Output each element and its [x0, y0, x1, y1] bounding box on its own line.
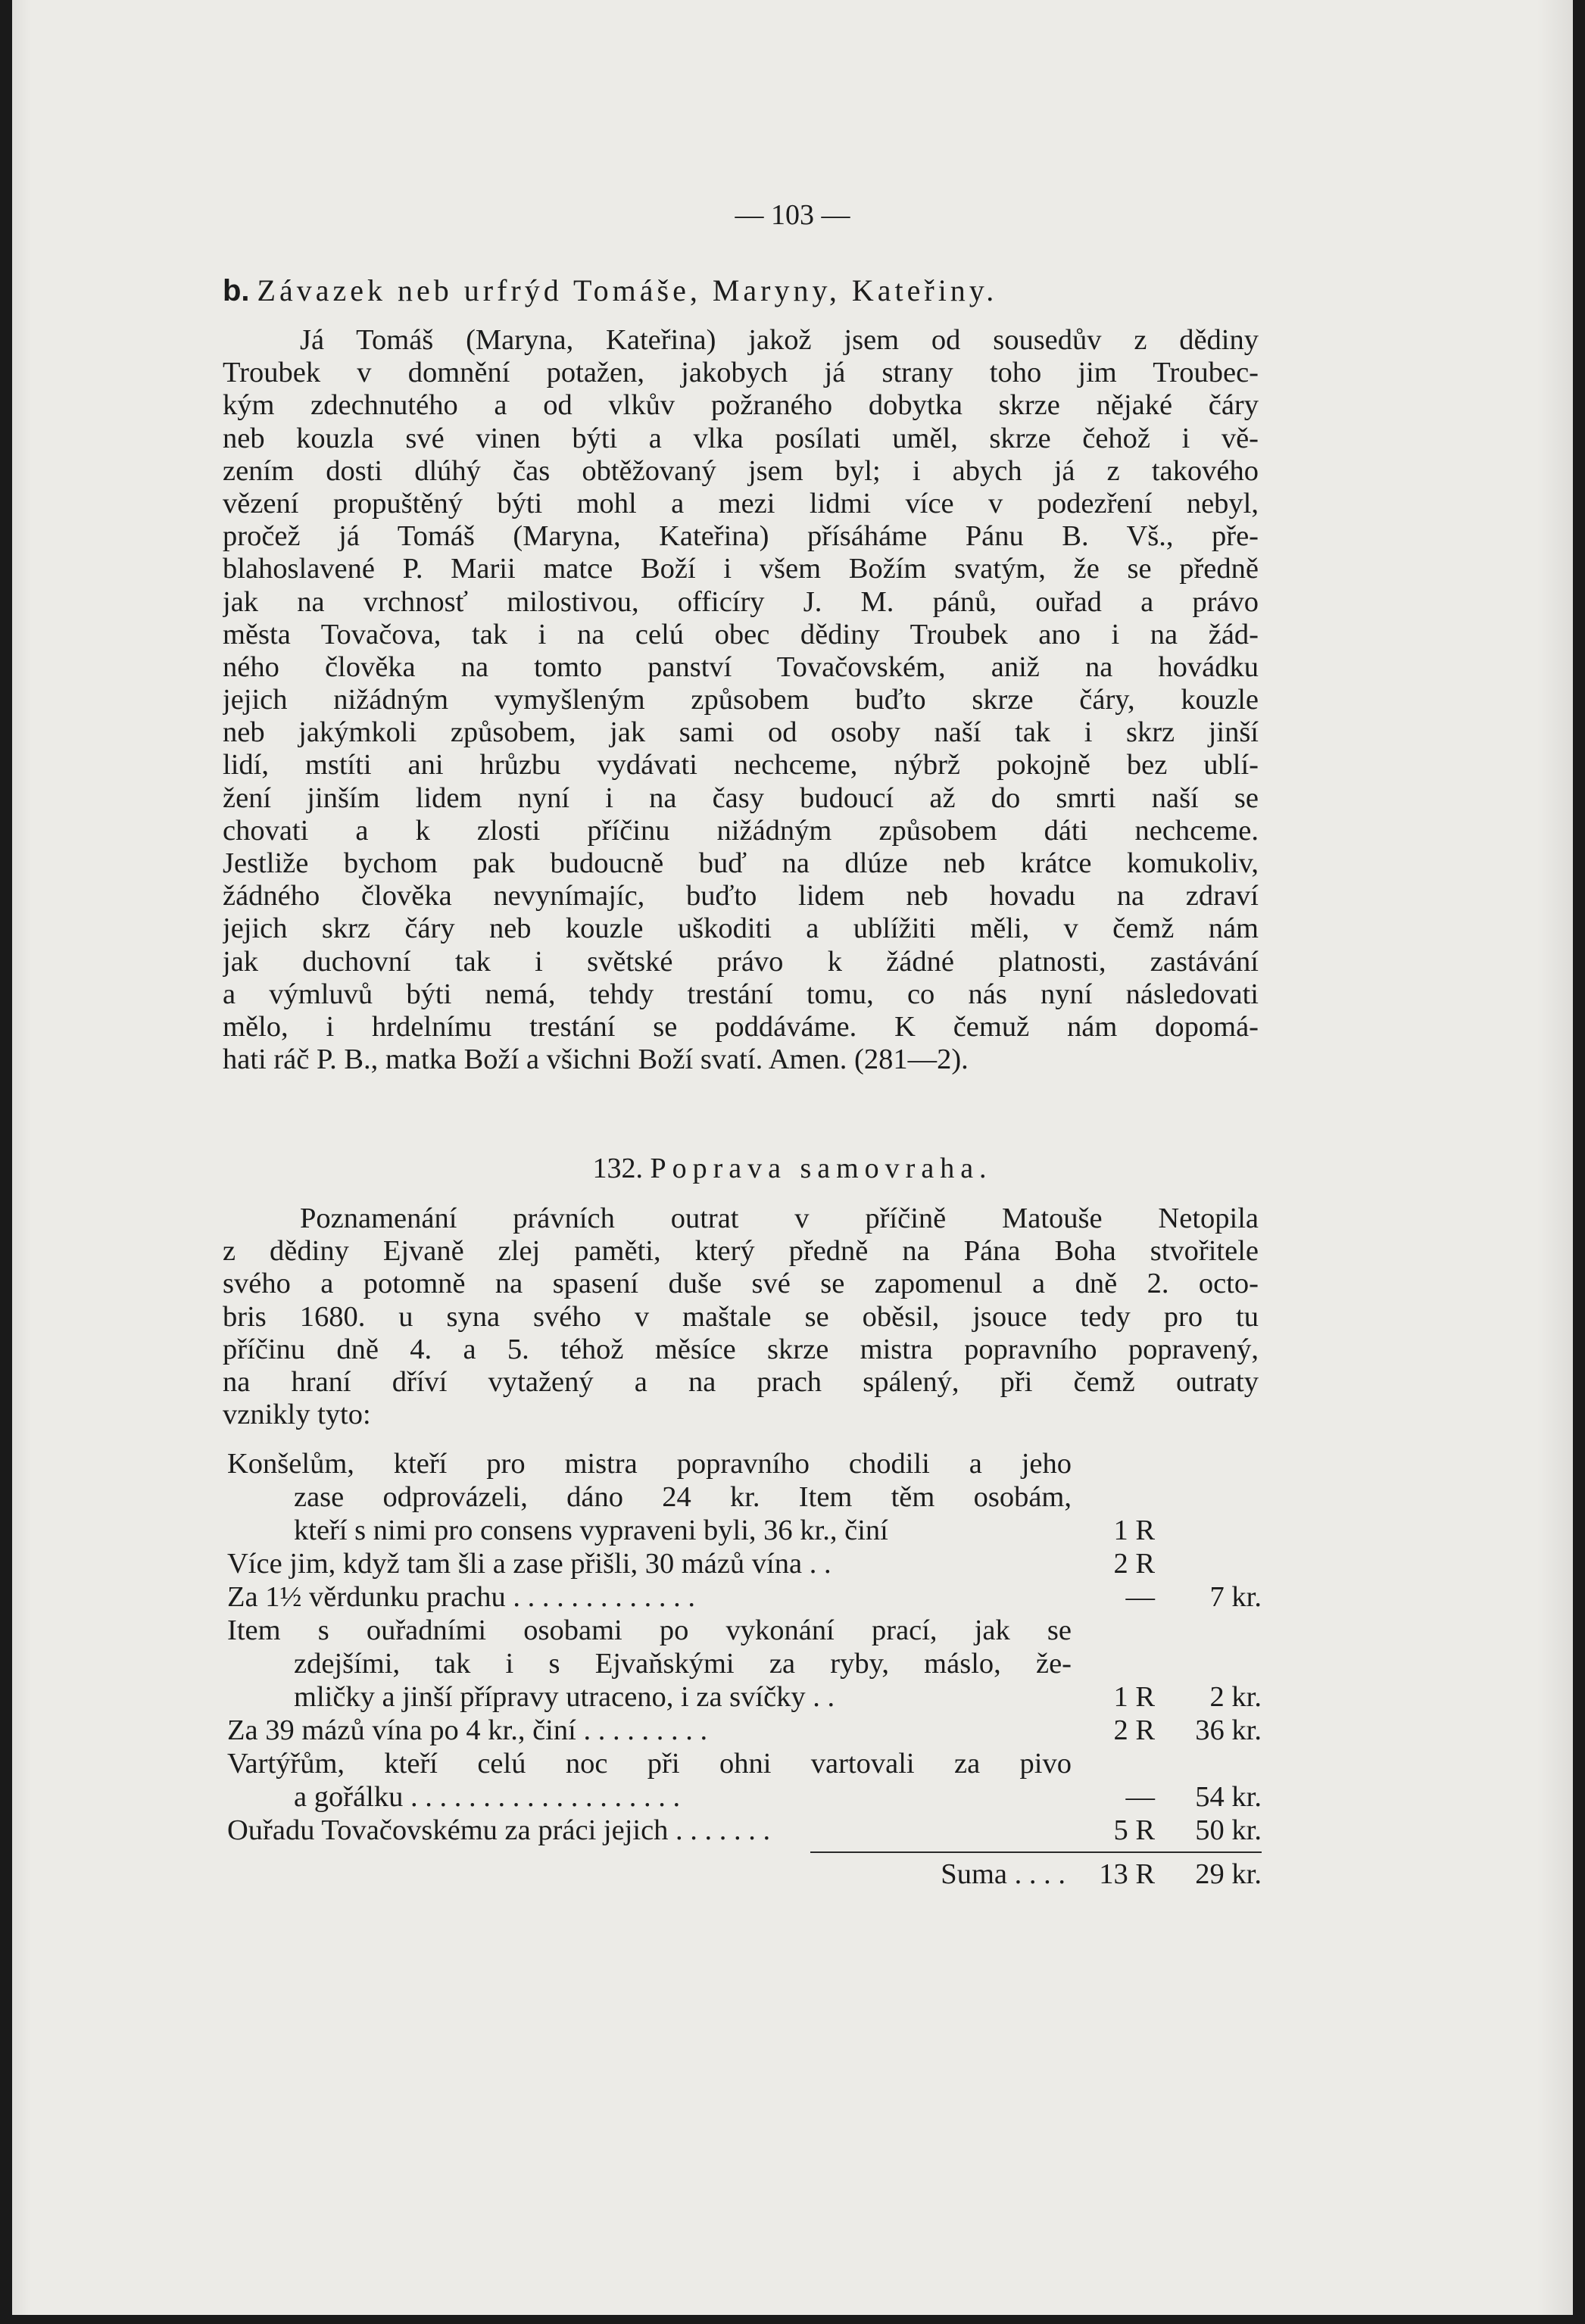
amount-kr [1155, 1547, 1262, 1580]
expense-description-line: a gořálku . . . . . . . . . . . . . . . . . . . [294, 1781, 681, 1813]
b-line: a výmluvů býti nemá, tehdy trestání tomu, co nás nyní následovati [223, 978, 1259, 1010]
total-row [227, 1858, 1262, 1891]
amount-rynsky: 1 R [1113, 1681, 1155, 1713]
expense-row [227, 1447, 1262, 1547]
expense-row [227, 1814, 1262, 1847]
expense-description-line: Konšelům, kteří pro mistra popravního chodili a jeho [227, 1448, 1072, 1480]
amount-kr: 7 kr. [1209, 1581, 1262, 1613]
scan-edge-bottom [0, 2315, 1585, 2324]
section-132-body [223, 1203, 1259, 1431]
amount-rynsky: 2 R [1113, 1714, 1155, 1746]
b-line: vězení propuštěný býti mohl a mezi lidmi více v podezření nebyl, [223, 487, 1259, 519]
amount-rynsky: 5 R [1113, 1814, 1155, 1846]
amount-kr [1155, 1514, 1262, 1547]
section-132-number: 132. [592, 1153, 643, 1184]
amount-rynsky: — [1125, 1781, 1155, 1813]
expense-row [227, 1747, 1262, 1814]
b-line: Troubek v domnění potažen, jakobych já strany toho jim Troubec- [223, 357, 1259, 389]
b-line: blahoslavené P. Marii matce Boží i všem Božím svatým, že se předně [223, 553, 1259, 585]
expense-row [227, 1547, 1262, 1580]
b-line: mělo, i hrdelnímu trestání se poddáváme. K čemuž nám dopomá- [223, 1010, 1259, 1043]
expense-description-line: Více jim, když tam šli a zase přišli, 30 mázů vína . . [227, 1548, 832, 1580]
expense-description [227, 1714, 1072, 1747]
section-b-label: b. [223, 274, 250, 307]
expense-table [227, 1447, 1262, 1891]
b-line: Jestliže bychom pak budoucně buď na dlúze neb krátce komukoliv, [223, 847, 1259, 879]
total-label: Suma . . . . [941, 1858, 1066, 1890]
expense-description [227, 1814, 1072, 1847]
expense-description [227, 1547, 1072, 1580]
section-132-heading [0, 1152, 1585, 1185]
section-b-heading [223, 273, 1259, 308]
section-132-title: Poprava samovraha. [650, 1153, 993, 1184]
section-b-body [223, 324, 1259, 1076]
b-line: jak na vrchnosť milostivou, officíry J. M. pánů, ouřad a právo [223, 585, 1259, 618]
expense-amount [1072, 1780, 1262, 1814]
b-line: lidí, mstíti ani hrůzbu vydávati nechceme, nýbrž pokojně bez ublí- [223, 749, 1259, 781]
expense-description-line: Za 39 mázů vína po 4 kr., činí . . . . . . . . . [227, 1714, 708, 1746]
expense-amount [1072, 1547, 1262, 1580]
s132-line: na hraní dříví vytažený a na prach spálený, při čemž outraty [223, 1365, 1259, 1398]
b-line: jejich nižádným vymyšleným způsobem buďto skrze čáry, kouzle [223, 684, 1259, 716]
s132-line: bris 1680. u syna svého v maštale se oběsil, jsouce tedy pro tu [223, 1300, 1259, 1333]
b-line: neb kouzla své vinen býti a vlka posílati uměl, skrze čehož i vě- [223, 422, 1259, 454]
expense-amount [1072, 1580, 1262, 1614]
expense-description-line: kteří s nimi pro consens vypraveni byli, 36 kr., činí [294, 1514, 888, 1546]
total-rule [810, 1851, 1262, 1853]
s132-line: z dědiny Ejvaně zlej paměti, který předně na Pána Boha stvořitele [223, 1235, 1259, 1268]
b-line: kým zdechnutého a od vlkův požraného dobytka skrze nějaké čáry [223, 389, 1259, 422]
b-line: jejich skrz čáry neb kouzle uškoditi a ublížiti měli, v čemž nám [223, 912, 1259, 945]
b-line: žádného člověka nevynímajíc, buďto lidem neb hovadu na zdraví [223, 880, 1259, 912]
expense-description-line: zase odprovázeli, dáno 24 kr. Item těm osobám, [294, 1481, 1072, 1513]
expense-amount [1072, 1514, 1262, 1547]
expense-amount [1072, 1814, 1262, 1847]
expense-description-line: mličky a jinší přípravy utraceno, i za svíčky . . [294, 1681, 835, 1713]
s132-line: příčinu dně 4. a 5. téhož měsíce skrze mistra popravního popravený, [223, 1333, 1259, 1365]
amount-rynsky: 1 R [1113, 1514, 1155, 1546]
amount-kr: 2 kr. [1209, 1681, 1262, 1713]
b-line: pročež já Tomáš (Maryna, Kateřina) přísáháme Pánu B. Vš., pře- [223, 520, 1259, 553]
b-line: žení jinším lidem nyní i na časy budoucí až do smrti naší se [223, 781, 1259, 814]
b-line: města Tovačova, tak i na celú obec dědiny Troubek ano i na žád- [223, 618, 1259, 650]
expense-amount [1072, 1680, 1262, 1714]
s132-line: Poznamenání právních outrat v příčině Matouše Netopila [300, 1203, 1259, 1234]
s132-line: vznikly tyto: [223, 1399, 371, 1431]
s132-line: svého a potomně na spasení duše své se zapomenul a dně 2. octo- [223, 1268, 1259, 1300]
total-kr: 29 kr. [1195, 1858, 1262, 1890]
page-number: — 103 — [735, 199, 850, 231]
expense-row [227, 1580, 1262, 1614]
b-line: Já Tomáš (Maryna, Kateřina) jakož jsem od sousedův z dědiny [300, 324, 1259, 356]
expense-description [227, 1747, 1072, 1814]
expense-description [227, 1447, 1072, 1547]
expense-description-line: Za 1½ věrdunku prachu . . . . . . . . . . . . . [227, 1581, 696, 1613]
amount-kr: 50 kr. [1195, 1814, 1262, 1846]
expense-description-line: zdejšími, tak i s Ejvaňskými za ryby, máslo, že- [294, 1648, 1072, 1680]
expense-description-line: Ouřadu Tovačovskému za práci jejich . . . . . . . [227, 1814, 771, 1846]
expense-description [227, 1614, 1072, 1714]
total-rynsky: 13 R [1099, 1858, 1155, 1890]
b-line: hati ráč P. B., matka Boží a všichni Boží svatí. Amen. (281—2). [223, 1043, 969, 1076]
amount-kr: 36 kr. [1195, 1714, 1262, 1746]
b-line: chovati a k zlosti příčinu nižádným způsobem dáti nechceme. [223, 814, 1259, 847]
amount-rynsky: 2 R [1113, 1548, 1155, 1580]
expense-description-line: Item s ouřadními osobami po vykonání prací, jak se [227, 1614, 1072, 1646]
section-b-title: Závazek neb urfrýd Tomáše, Maryny, Kateřiny. [257, 273, 998, 307]
amount-rynsky: — [1125, 1581, 1155, 1613]
b-line: ného člověka na tomto panství Tovačovském, aniž na hovádku [223, 650, 1259, 683]
b-line: jak duchovní tak i světské právo k žádné platnosti, zastávání [223, 945, 1259, 978]
expense-row [227, 1714, 1262, 1747]
amount-kr: 54 kr. [1195, 1781, 1262, 1813]
expense-amount [1072, 1714, 1262, 1747]
expense-description [227, 1580, 1072, 1614]
expense-row [227, 1614, 1262, 1714]
expense-description-line: Vartýřům, kteří celú noc při ohni vartovali za pivo [227, 1748, 1072, 1780]
b-line: neb jakýmkoli způsobem, jak sami od osoby naší tak i skrz jinší [223, 716, 1259, 749]
b-line: zením dosti dlúhý čas obtěžovaný jsem byl; i abych já z takového [223, 454, 1259, 487]
